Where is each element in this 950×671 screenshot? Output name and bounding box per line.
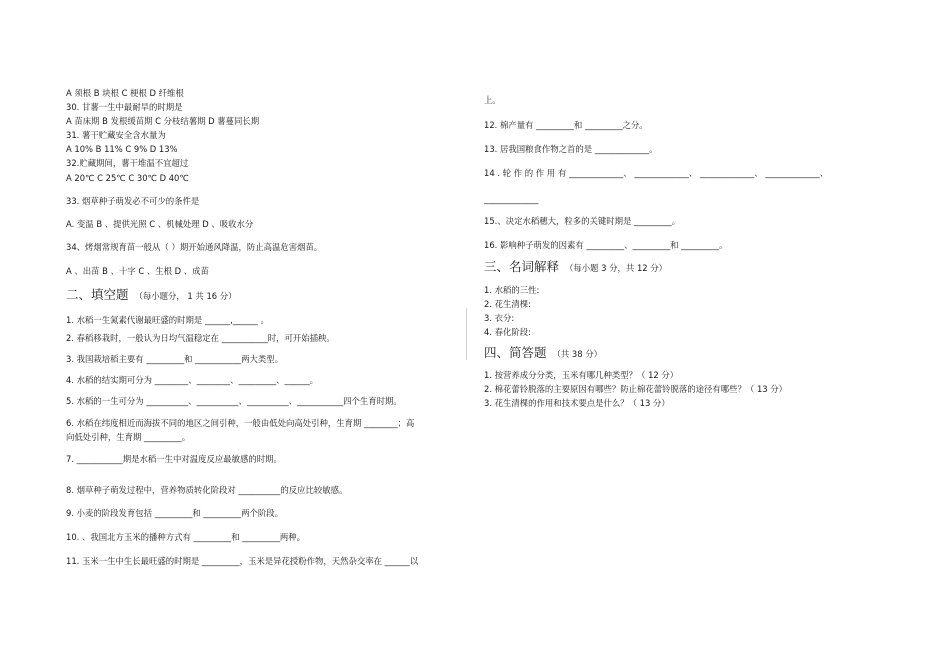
q32-options: A 20℃ C 25℃ C 30℃ D 40℃ <box>66 173 189 183</box>
column-divider <box>466 308 467 360</box>
fill-15: 15.、决定水稻穗大，粒多的关键时期是 _________。 <box>484 216 681 226</box>
fill-11: 11. 玉米一生中生长最旺盛的时期是 _________，玉米是异花授粉作物，天然杂交率在 ______以 <box>66 556 419 566</box>
fill-3: 3. 我国栽培稻主要有 _________和 ___________两大类型。 <box>66 354 283 364</box>
fill-2: 2. 春稻移栽时，一般认为日均气温稳定在 ___________时，可开始插秧。 <box>66 333 335 343</box>
q34-stem: 34、烤烟常规育苗一般从（ ）期开始通风降温，防止高温危害烟苗。 <box>66 242 323 252</box>
fill-11-continued: 上。 <box>484 95 501 105</box>
fill-13: 13. 居我国粮食作物之首的是 _____________。 <box>484 144 658 154</box>
section-4-heading <box>484 345 602 362</box>
fill-5: 5. 水稻的一生可分为 __________、__________、__________、___________四个生育时期。 <box>66 396 402 406</box>
q33-stem: 33. 烟草种子萌发必不可少的条件是 <box>66 196 200 206</box>
fill-6b: 向低处引种，生育期 _________。 <box>66 432 191 442</box>
q34-options: A 、出苗 B 、十字 C 、生根 D 、成苗 <box>66 266 209 276</box>
fill-9: 9. 小麦的阶段发育包括 _________和 _________两个阶段。 <box>66 508 283 518</box>
fill-16: 16. 影响种子萌发的因素有 _________、_________和 _________。 <box>484 240 728 250</box>
fill-6a: 6. 水稻在纬度相近而海拔不同的地区之间引种，一般由低处向高处引种，生育期 ________；高 <box>66 418 415 428</box>
section-3-heading <box>484 259 667 276</box>
short-answer-1: 1. 按营养成分分类，玉米有哪几种类型？（ 12 分） <box>484 370 679 380</box>
fill-7: 7. ___________期是水稻一生中对温度反应最敏感的时期。 <box>66 454 282 464</box>
fill-10: 10. 、我国北方玉米的播种方式有 _________和 _________两种。 <box>66 532 306 542</box>
section-2-title: 二、填空题 <box>66 287 129 302</box>
section-3-note: （每小题 3 分，共 12 分） <box>565 263 668 273</box>
fill-12: 12. 棉产量有 _________和 _________之分。 <box>484 120 648 130</box>
section-4-note: （共 38 分） <box>552 349 602 359</box>
fill-8: 8. 烟草种子萌发过程中，营养物质转化阶段对 __________的反应比较敏感。 <box>66 485 348 495</box>
section-2-heading <box>66 287 237 304</box>
fill-14b: _____________ <box>484 194 539 204</box>
q31-stem: 31. 薯干贮藏安全含水量为 <box>66 130 166 140</box>
section-2-note: （每小题分， 1 共 16 分） <box>134 291 237 301</box>
q30-stem: 30. 甘薯一生中最耐旱的时期是 <box>66 102 183 112</box>
fill-14a: 14 . 轮 作 的 作 用 有 _____________、 _____________、 _____________、 _____________、 <box>484 168 829 178</box>
q32-stem: 32.贮藏期间，薯干堆温不宜超过 <box>66 158 189 168</box>
fill-4: 4. 水稻的结实期可分为 ________、________、_________、______。 <box>66 375 319 385</box>
q29-options: A 须根 B 块根 C 梗根 D 纤维根 <box>66 88 184 98</box>
section-4-title: 四、简答题 <box>484 345 547 360</box>
fill-1: 1. 水稻一生氮素代谢最旺盛的时期是 ______,______ 。 <box>66 315 269 325</box>
q31-options: A 10% B 11% C 9% D 13% <box>66 144 178 154</box>
q30-options: A 苗床期 B 发根缓苗期 C 分枝结薯期 D 薯蔓同长期 <box>66 116 260 126</box>
section-3-title: 三、名词解释 <box>484 259 560 274</box>
term-1: 1. 水稻的三性: <box>484 285 540 295</box>
term-4: 4. 春化阶段: <box>484 327 531 337</box>
short-answer-3: 3. 花生清棵的作用和技术要点是什么？（ 13 分） <box>484 398 670 408</box>
term-2: 2. 花生清棵: <box>484 299 531 309</box>
q33-options: A. 变温 B 、提供光照 C 、机械处理 D 、吸收水分 <box>66 219 254 229</box>
term-3: 3. 衣分: <box>484 313 515 323</box>
short-answer-2: 2. 棉花蕾铃脱落的主要原因有哪些？防止棉花蕾铃脱落的途径有哪些？（ 13 分） <box>484 384 788 394</box>
